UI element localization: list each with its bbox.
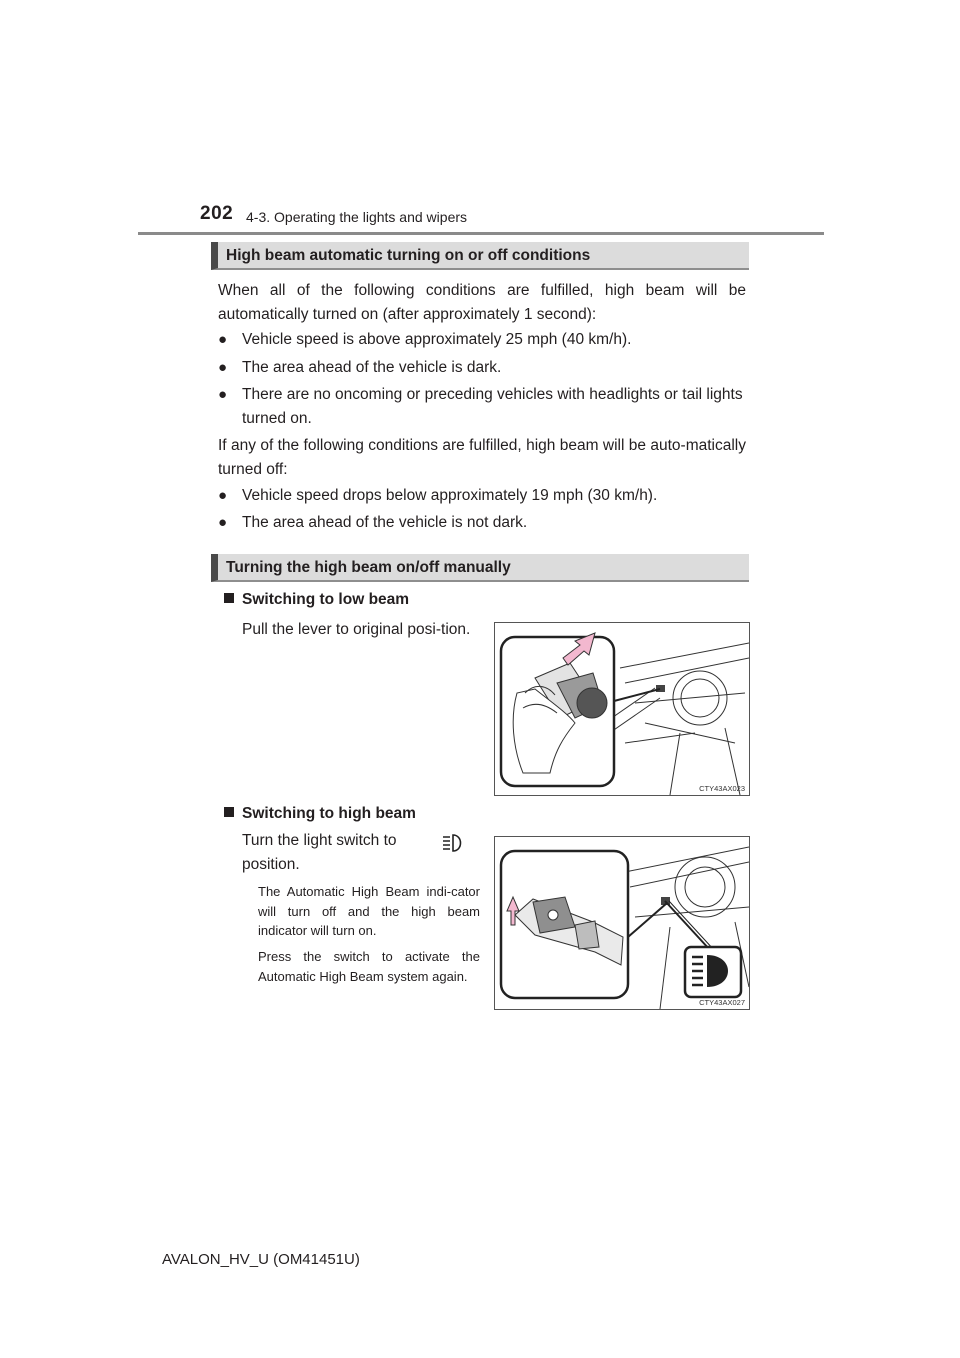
section-title: 4-3. Operating the lights and wipers: [246, 209, 468, 225]
intro-off-paragraph: If any of the following conditions are fulfilled, high beam will be auto-matically turned off:: [218, 437, 746, 478]
low-beam-figure: [494, 622, 750, 796]
intro-on-paragraph: When all of the following conditions are fulfilled, high beam will be automatically turned on (after approximately 1 second):: [218, 282, 746, 323]
condition-item: ● There are no oncoming or preceding vehicles with headlights or tail lights turned on.: [218, 383, 746, 431]
high-beam-note-reactivate: Press the switch to activate the Automatic High Beam system again.: [258, 949, 480, 984]
condition-item: ● Vehicle speed is above approximately 25 mph (40 km/h).: [218, 328, 746, 352]
high-beam-instruction-line1: Turn the light switch to: [242, 832, 397, 849]
low-beam-instruction: Pull the lever to original posi-tion.: [242, 621, 471, 638]
figure-code: CTY43AX023: [699, 784, 745, 793]
bullet-icon: ●: [218, 514, 228, 531]
condition-item: ● Vehicle speed drops below approximately 19 mph (30 km/h).: [218, 484, 746, 508]
condition-item: ● The area ahead of the vehicle is dark.: [218, 356, 746, 380]
bullet-icon: ●: [218, 359, 228, 376]
header-rule: [138, 232, 824, 235]
light-switch-illustration: [495, 837, 749, 1009]
subheading-low-beam: Switching to low beam: [224, 591, 409, 609]
section-heading-text: High beam automatic turning on or off conditions: [226, 247, 591, 264]
section-heading-automatic: [211, 242, 749, 270]
bullet-icon: ●: [218, 487, 228, 504]
bullet-icon: ●: [218, 386, 228, 403]
high-beam-instruction-line2: position.: [242, 856, 300, 873]
subheading-high-beam: Switching to high beam: [224, 805, 416, 823]
figure-code: CTY43AX027: [699, 998, 745, 1007]
footer-model-code: AVALON_HV_U (OM41451U): [162, 1251, 360, 1268]
square-bullet-icon: [224, 593, 234, 603]
section-heading-manual: [211, 554, 749, 582]
high-beam-icon: [440, 832, 466, 856]
high-beam-figure: [494, 836, 750, 1010]
condition-item: ● The area ahead of the vehicle is not dark.: [218, 511, 746, 535]
section-heading-text: Turning the high beam on/off manually: [226, 559, 511, 576]
lever-pull-illustration: [495, 623, 749, 795]
high-beam-note-indicator: The Automatic High Beam indi-cator will turn off and the high beam indicator will turn on.: [258, 884, 480, 938]
page-number: 202: [200, 203, 234, 224]
square-bullet-icon: [224, 807, 234, 817]
bullet-icon: ●: [218, 331, 228, 348]
